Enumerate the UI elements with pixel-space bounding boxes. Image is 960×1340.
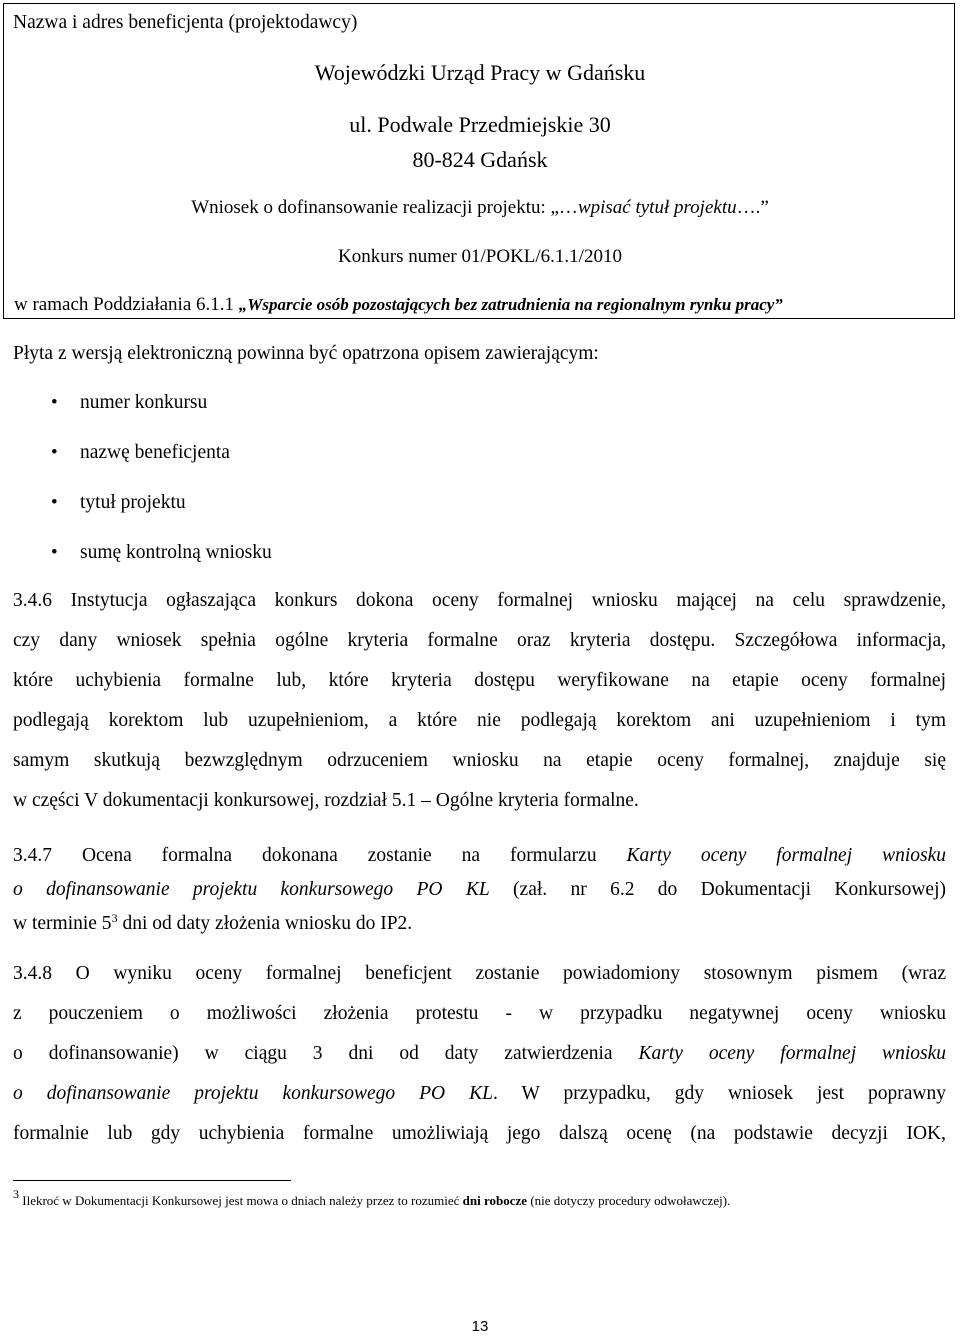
footnote-marker: 3 xyxy=(13,1187,19,1201)
form-title: o dofinansowanie projektu konkursowego PO KL xyxy=(13,879,490,900)
paragraph-line xyxy=(13,1043,946,1083)
paragraph-line xyxy=(13,845,946,879)
paragraph-line: czy dany wniosek spełnia ogólne kryteria formalne oraz kryteria dostępu. Szczegółowa informacja, xyxy=(13,630,946,651)
organization-name: Wojewódzki Urząd Pracy w Gdańsku xyxy=(314,60,646,85)
paragraph-line: podlegają korektom lub uzupełnieniom, a które nie podlegają korektom ani uzupełnieniom i tym xyxy=(13,710,946,731)
application-title-placeholder: wpisać tytuł projektu xyxy=(577,197,737,218)
paragraph-line xyxy=(13,913,946,947)
paragraph-line: 3.4.6 Instytucja ogłaszająca konkurs dokona oceny formalnej wniosku mającej na celu sprawdzenie, xyxy=(13,590,946,611)
list-item: • nazwę beneficjenta xyxy=(80,442,230,464)
text-run: (zał. nr 6.2 do Dokumentacji Konkursowej) xyxy=(489,879,947,900)
list-item: • sumę kontrolną wniosku xyxy=(80,542,272,564)
footnote-text-end: (nie dotyczy procedury odwoławczej). xyxy=(527,1193,731,1208)
organization-street: ul. Podwale Przedmiejskie 30 xyxy=(349,112,611,137)
list-item: • numer konkursu xyxy=(80,392,207,414)
paragraph-line: które uchybienia formalne lub, które kryteria dostępu weryfikowane na etapie oceny formalnej xyxy=(13,670,946,691)
form-title: o dofinansowanie projektu konkursowego PO KL xyxy=(13,1083,493,1104)
form-title: Karty oceny formalnej wniosku xyxy=(638,1043,946,1064)
measure-title: „Wsparcie osób pozostających bez zatrudnienia na regionalnym rynku pracy” xyxy=(238,295,783,314)
box-label: Nazwa i adres beneficjenta (projektodawcy) xyxy=(13,12,358,33)
list-item: • tytuł projektu xyxy=(80,492,186,514)
paragraph-3-4-7 xyxy=(13,845,946,947)
application-prefix: Wniosek o dofinansowanie realizacji projektu: „… xyxy=(191,197,578,218)
footnote-text: Ilekroć w Dokumentacji Konkursowej jest mowa o dniach należy przez to rozumieć xyxy=(19,1193,463,1208)
application-title-line xyxy=(4,197,956,219)
beneficiary-header-box xyxy=(3,3,955,319)
text-run: 3.4.7 Ocena formalna dokonana zostanie na formularzu xyxy=(13,845,627,866)
footnote-separator xyxy=(13,1180,291,1181)
measure-prefix: w ramach Poddziałania 6.1.1 xyxy=(14,294,239,315)
paragraph-line: 3.4.8 O wyniku oceny formalnej beneficjent zostanie powiadomiony stosownym pismem (wraz xyxy=(13,963,946,984)
paragraph-line xyxy=(13,1083,946,1123)
paragraph-line: z pouczeniem o możliwości złożenia protestu - w przypadku negatywnej oceny wniosku xyxy=(13,1003,946,1024)
text-run: o dofinansowanie) w ciągu 3 dni od daty zatwierdzenia xyxy=(13,1043,639,1064)
footnote-emphasis: dni robocze xyxy=(462,1193,528,1208)
page-number: 13 xyxy=(471,1318,489,1335)
application-suffix: ….” xyxy=(736,197,769,218)
paragraph-line: w części V dokumentacji konkursowej, rozdział 5.1 – Ogólne kryteria formalne. xyxy=(13,790,639,811)
contest-number: Konkurs numer 01/POKL/6.1.1/2010 xyxy=(338,246,622,267)
cd-description-intro: Płyta z wersją elektroniczną powinna być opatrzona opisem zawierającym: xyxy=(13,343,599,364)
footnote-reference[interactable]: 3 xyxy=(111,911,118,925)
paragraph-line xyxy=(13,879,946,913)
footnote xyxy=(13,1187,731,1209)
measure-line xyxy=(14,294,783,316)
text-run: . W przypadku, gdy wniosek jest poprawny xyxy=(492,1083,946,1104)
paragraph-3-4-6 xyxy=(13,590,946,830)
text-run: dni od daty złożenia wniosku do IP2. xyxy=(117,913,413,934)
form-title: Karty oceny formalnej wniosku xyxy=(626,845,946,866)
paragraph-3-4-8 xyxy=(13,963,946,1163)
paragraph-line: samym skutkują bezwzględnym odrzuceniem wniosku na etapie oceny formalnej, znajduje się xyxy=(13,750,946,771)
organization-city: 80-824 Gdańsk xyxy=(412,147,548,172)
text-run: w terminie 5 xyxy=(13,913,112,934)
paragraph-line: formalnie lub gdy uchybienia formalne umożliwiają jego dalszą ocenę (na podstawie decyzji IOK, xyxy=(13,1123,946,1144)
